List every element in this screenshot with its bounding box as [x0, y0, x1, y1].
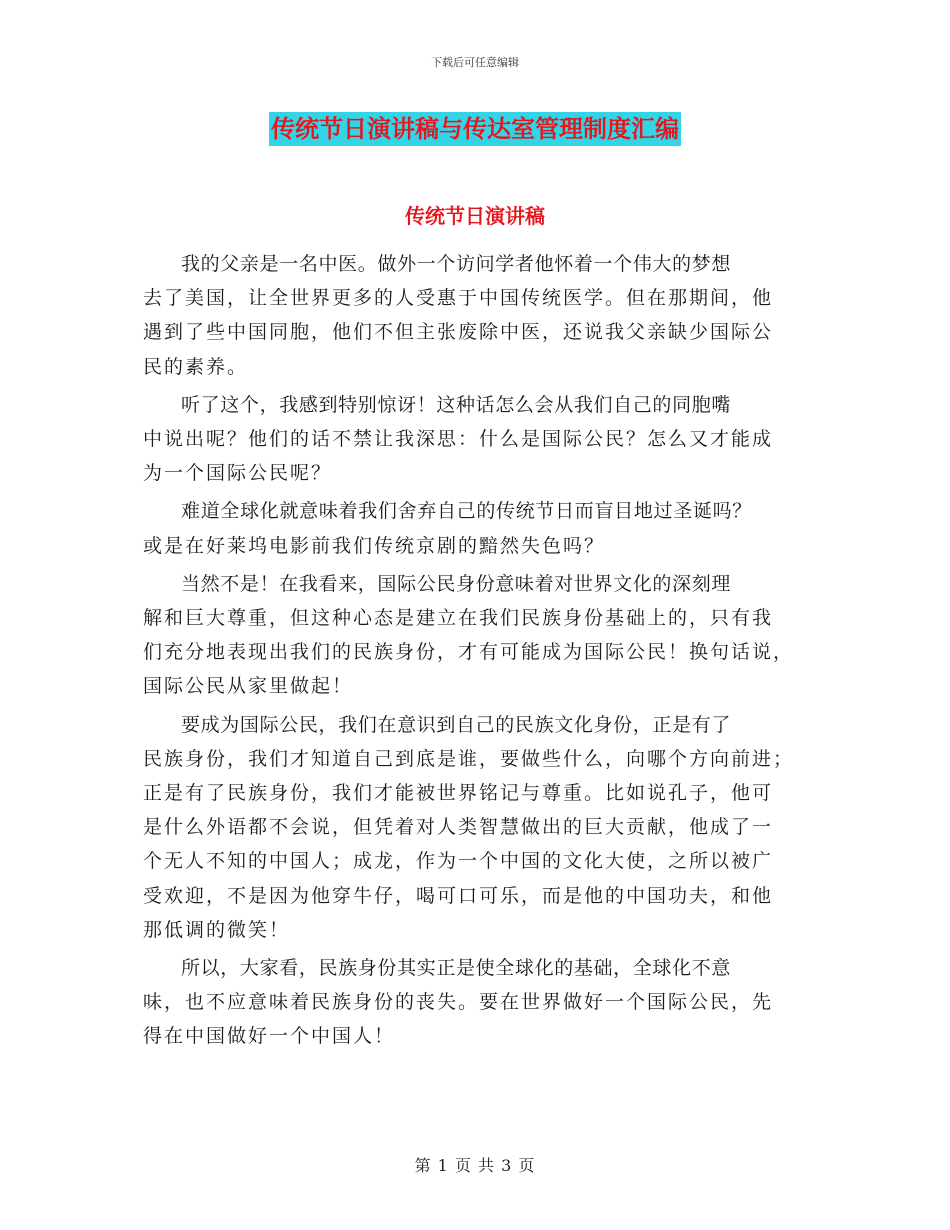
paragraph-line: 是什么外语都不会说，但凭着对人类智慧做出的巨大贡献，他成了一	[143, 816, 774, 839]
header-note: 下载后可任意编辑	[431, 56, 519, 69]
main-title: 传统节日演讲稿与传达室管理制度汇编	[269, 112, 681, 146]
paragraph-line: 民族身份，我们才知道自己到底是谁，要做些什么，向哪个方向前进；	[143, 747, 795, 770]
paragraph	[143, 247, 808, 384]
paragraph-line: 去了美国，让全世界更多的人受惠于中国传统医学。但在那期间，他	[143, 287, 774, 310]
paragraph-line: 得在中国做好一个中国人！	[143, 1025, 396, 1048]
paragraph-line: 个无人不知的中国人；成龙，作为一个中国的文化大使，之所以被广	[143, 850, 774, 873]
paragraph-line: 所以，大家看，民族身份其实正是使全球化的基础，全球化不意	[181, 957, 732, 980]
paragraph-line: 们充分地表现出我们的民族身份，才有可能成为国际公民！换句话说，	[143, 641, 795, 664]
paragraph-line: 我的父亲是一名中医。做外一个访问学者他怀着一个伟大的梦想	[181, 253, 732, 275]
paragraph-line: 或是在好莱坞电影前我们传统京剧的黯然失色吗？	[143, 534, 606, 557]
paragraph-line: 味，也不应意味着民族身份的丧失。要在世界做好一个国际公民，先	[143, 991, 774, 1014]
paragraph-line: 民的素养。	[143, 355, 249, 378]
paragraph-line: 难道全球化就意味着我们舍弃自己的传统节日而盲目地过圣诞吗？	[181, 500, 753, 523]
paragraph	[143, 388, 808, 491]
paragraph-line: 当然不是！在我看来，国际公民身份意味着对世界文化的深刻理	[181, 572, 732, 595]
paragraph-line: 解和巨大尊重，但这种心态是建立在我们民族身份基础上的，只有我	[143, 607, 774, 630]
main-title-wrap	[0, 112, 950, 146]
paragraph-line: 中说出呢？他们的话不禁让我深思：什么是国际公民？怎么又才能成	[143, 428, 774, 451]
paragraph	[143, 708, 808, 947]
paragraph-line: 听了这个，我感到特别惊讶！这种话怎么会从我们自己的同胞嘴	[181, 393, 732, 416]
paragraph-line: 那低调的微笑！	[143, 918, 291, 941]
paragraph-line: 为一个国际公民呢？	[143, 462, 333, 485]
paragraph-line: 要成为国际公民，我们在意识到自己的民族文化身份，正是有了	[181, 713, 732, 736]
paragraph-line: 正是有了民族身份，我们才能被世界铭记与尊重。比如说孔子，他可	[143, 782, 774, 805]
paragraph	[143, 567, 808, 704]
paragraph-line: 遇到了些中国同胞，他们不但主张废除中医，还说我父亲缺少国际公	[143, 321, 774, 344]
body-text	[143, 247, 808, 1058]
paragraph	[143, 951, 808, 1054]
paragraph-line: 受欢迎，不是因为他穿牛仔，喝可口可乐，而是他的中国功夫，和他	[143, 884, 774, 907]
page-footer: 第 1 页 共 3 页	[414, 1156, 536, 1175]
paragraph-line: 国际公民从家里做起！	[143, 675, 354, 698]
paragraph	[143, 494, 808, 562]
section-title: 传统节日演讲稿	[405, 204, 545, 228]
